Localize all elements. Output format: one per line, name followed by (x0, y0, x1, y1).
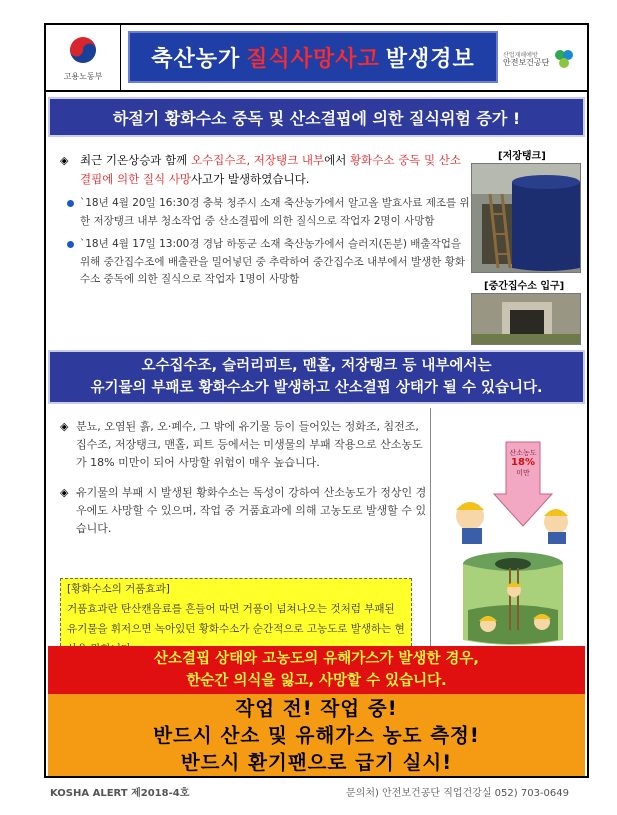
storage-tank-photo (471, 163, 581, 273)
action-line3: 반드시 환기팬으로 급기 실시! (180, 750, 453, 774)
explanation-text (60, 418, 428, 550)
footer-issue-number: KOSHA ALERT 제2018-4호 (50, 788, 190, 799)
lead-text-b: 에서 (324, 153, 350, 167)
lead-text-red2: 황화수소 중독 및 산소결핍에 의한 질식 사망 (80, 153, 461, 186)
explanation-item (60, 418, 428, 472)
photo1-label: [저장탱크] (498, 151, 546, 162)
foam-text: 거품효과란 탄산캔음료를 흔들어 따면 거품이 넘쳐나오는 것처럼 부패된 유기물을 휘저으면 녹아있던 황화수소가 순간적으로 고농도로 발생하는 현 (67, 603, 405, 635)
title-part1: 축산농가 (151, 46, 241, 72)
illus-sub: 미만 (516, 469, 530, 477)
case-text: `18년 4월 17일 13:00경 경남 하동군 소재 축산농가에서 슬러지(돈분) 배출작업을 위해 중간집수조에 배출관을 밀어넣던 중 추락하여 중간집수조 내부에서 발생한 황화수소 중독에 의한 질식으로 작업자 1명이 사망함 (80, 238, 466, 285)
explanation-text-1: 분뇨, 오염된 흙, 오·폐수, 그 밖에 유기물 등이 들어있는 정화조, 침전조, 집수조, 저장탱크, 맨홀, 피트 등에서는 미생물의 부패 작용으로 산소농도가 18% 미만이 되어 사망할 위험이 매우 높습니다. (76, 420, 423, 469)
diamond-bullet-icon: ◈ (60, 486, 69, 499)
kosha-leaf-icon (553, 48, 575, 70)
foam-title: [황화수소의 거품효과] (67, 583, 170, 595)
ministry-logo (46, 25, 121, 90)
agency-logo (503, 39, 581, 79)
lead-text-c: 사고가 발생하였습니다. (190, 172, 310, 186)
tank-worker-illustration (448, 550, 578, 646)
column-divider (430, 408, 431, 648)
illus-value: 18% (511, 457, 535, 468)
agency-name: 안전보건공단 (503, 58, 550, 68)
incident-text (60, 151, 470, 289)
agency-small-label: 산업재해예방 (503, 52, 538, 60)
ministry-label: 고용노동부 (63, 72, 103, 81)
explanation-item (60, 484, 428, 538)
footer-contact: 문의처) 안전보건공단 직업건강실 052) 703-0649 (346, 788, 569, 799)
incident-section (46, 141, 587, 346)
case-item (60, 236, 470, 289)
hazard-line1: 오수집수조, 슬러리피트, 맨홀, 저장탱크 등 내부에서는 (141, 358, 492, 374)
illus-label: 산소농도 (509, 449, 537, 457)
action-banner (48, 694, 585, 776)
danger-banner (48, 646, 585, 694)
case-text: `18년 4월 20일 16:30경 충북 청주시 소재 축산농가에서 알고올 발효사료 제조를 위한 저장탱크 내부 청소작업 중 산소결핍에 의한 질식으로 작업자 2명이 사망함 (80, 197, 470, 227)
title-part2: 질식사망사고 (246, 46, 380, 72)
lead-text-red1: 오수집수조, 저장탱크 내부 (190, 153, 325, 167)
taegeuk-icon (66, 33, 100, 67)
blue-dot-icon (67, 200, 74, 207)
blue-dot-icon (67, 241, 74, 248)
danger-line2: 한순간 의식을 잃고, 사망할 수 있습니다. (186, 673, 447, 689)
case-item (60, 195, 470, 230)
title-part3: 발생경보 (385, 46, 475, 72)
action-line2: 반드시 산소 및 유해가스 농도 측정! (153, 723, 480, 747)
lead-text-a: 최근 기온상승과 함께 (80, 153, 191, 167)
alert-document (44, 23, 589, 778)
hazard-banner (48, 350, 585, 404)
risk-banner: 하절기 황화수소 중독 및 산소결핍에 의한 질식위험 증가 ! (48, 97, 585, 137)
collection-tank-photo (471, 293, 581, 345)
explanation-text-2: 유기물의 부패 시 발생된 황화수소는 독성이 강하여 산소농도가 정상인 경우에도 사망할 수 있으며, 작업 중 거품효과에 의해 고농도로 발생할 수 있습니다. (76, 486, 427, 535)
oxygen-level-illustration (444, 438, 582, 546)
diamond-bullet-icon: ◈ (60, 154, 69, 167)
explanation-section (46, 408, 587, 648)
page-title (128, 31, 498, 83)
photo2-label: [중간집수소 입구] (484, 281, 565, 292)
header (46, 25, 587, 92)
foam-effect-box (60, 578, 412, 656)
action-line1: 작업 전! 작업 중! (235, 696, 398, 720)
lead-paragraph (60, 151, 470, 189)
danger-line1: 산소결핍 상태와 고농도의 유해가스가 발생한 경우, (154, 651, 479, 667)
diamond-bullet-icon: ◈ (60, 420, 69, 433)
hazard-line2: 유기물의 부패로 황화수소가 발생하고 산소결핍 상태가 될 수 있습니다. (90, 380, 543, 396)
